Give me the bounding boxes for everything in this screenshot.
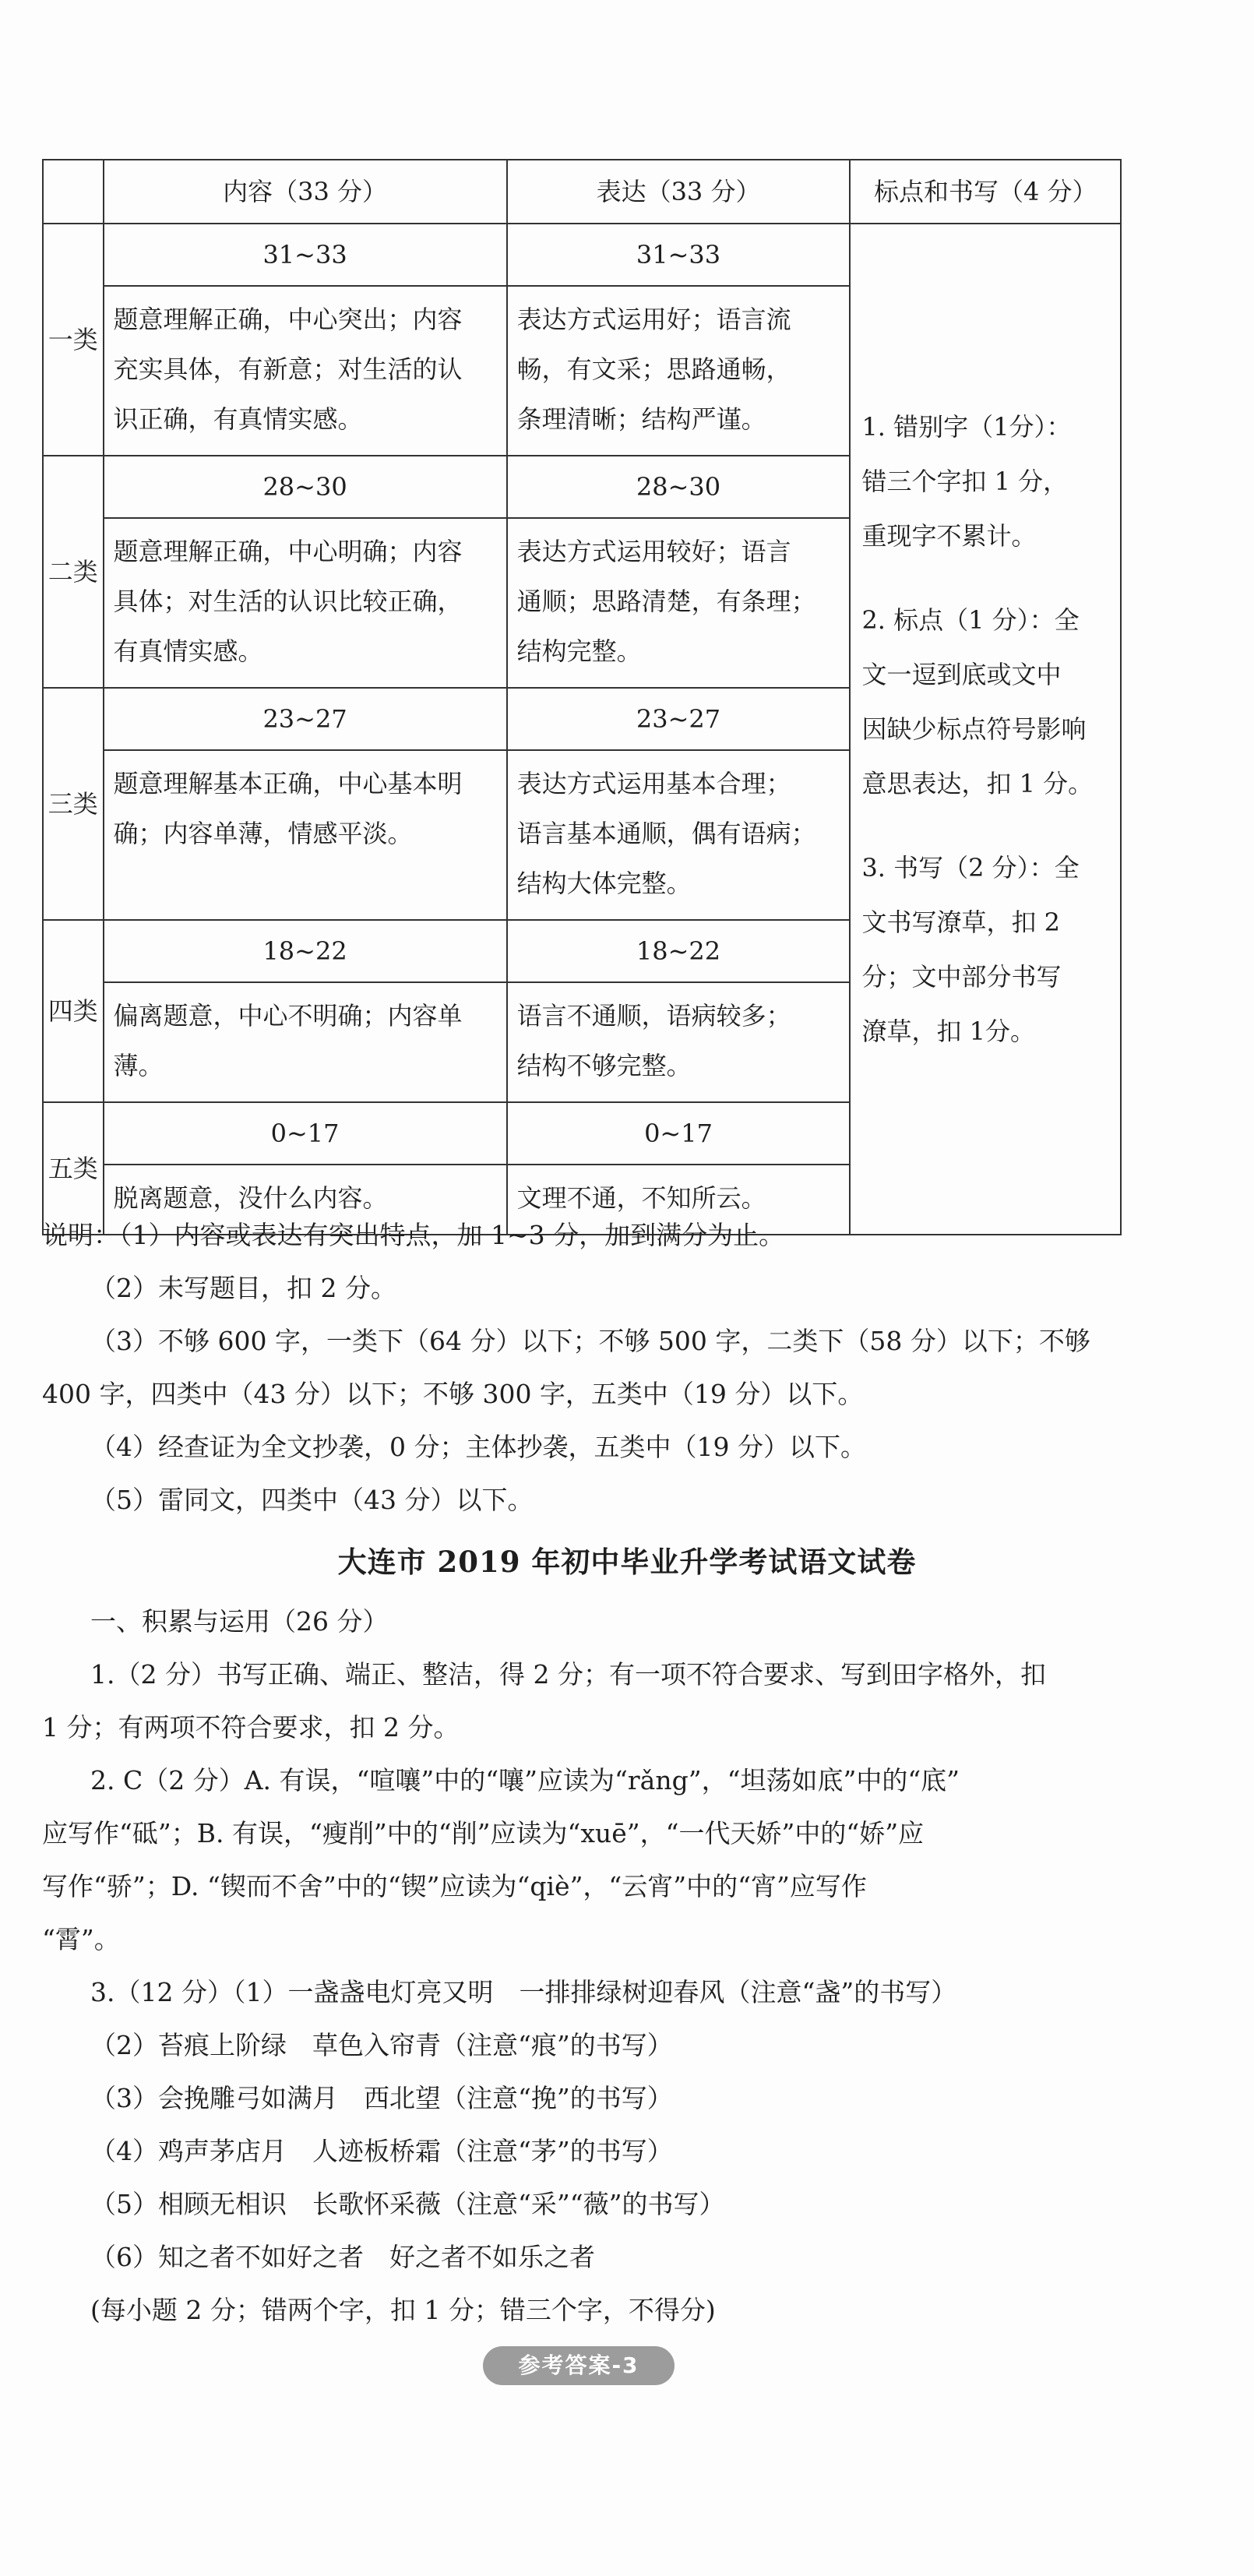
score-expression: 0~17 — [507, 1102, 851, 1165]
answer-line: 写作“骄”；D. “锲而不舍”中的“锲”应读为“qiè”，“云宵”中的“宵”应写作 — [42, 1871, 867, 1901]
category-cell: 四类 — [43, 920, 104, 1102]
score-expression: 31~33 — [507, 224, 851, 286]
text-line: 文一逗到底或文中 — [861, 660, 1062, 689]
text-line: 因缺少标点符号影响 — [861, 714, 1087, 744]
header-marks: 标点和书写（4 分） — [850, 160, 1121, 224]
category-cell: 五类 — [43, 1102, 104, 1235]
answer-section — [42, 1595, 1122, 2337]
marks-item — [861, 400, 1109, 563]
text-line: 语言基本通顺，偶有语病； — [516, 819, 816, 848]
exam-title: 大连市 2019 年初中毕业升学考试语文试卷 — [337, 1545, 917, 1579]
section-heading: 一、积累与运用（26 分） — [90, 1606, 389, 1637]
note-line: （2）未写题目，扣 2 分。 — [90, 1273, 396, 1303]
answer-line: （2）苔痕上阶绿 草色入帘青（注意“痕”的书写） — [90, 2030, 673, 2060]
grading-table — [42, 159, 1122, 1235]
text-line: 1. 错别字（1分）： — [861, 412, 1072, 442]
table-header-row — [43, 160, 1121, 224]
score-expression: 28~30 — [507, 456, 851, 518]
content-desc — [104, 518, 507, 688]
header-content: 内容（33 分） — [104, 160, 507, 224]
note-line: 400 字，四类中（43 分）以下；不够 300 字，五类中（19 分）以下。 — [42, 1379, 864, 1409]
answer-line: “霄”。 — [42, 1924, 120, 1954]
text-line: 错三个字扣 1 分， — [861, 467, 1069, 496]
marks-cell — [850, 224, 1121, 1235]
expression-desc — [507, 750, 851, 920]
text-line: 分；文中部分书写 — [861, 962, 1062, 992]
text-line: 结构不够完整。 — [516, 1051, 692, 1080]
marks-item — [861, 593, 1109, 811]
answer-line: 应写作“砥”；B. 有误，“瘦削”中的“削”应读为“xuē”，“一代天娇”中的“娇”应 — [42, 1818, 925, 1848]
text-line: 表达方式运用好；语言流 — [516, 305, 791, 334]
text-line: 题意理解基本正确，中心基本明 — [113, 769, 463, 798]
answer-line: （5）相顾无相识 长歌怀采薇（注意“采”“薇”的书写） — [90, 2189, 725, 2219]
category-cell: 一类 — [43, 224, 104, 456]
score-expression: 23~27 — [507, 688, 851, 750]
answer-line: 1 分；有两项不符合要求，扣 2 分。 — [42, 1712, 460, 1743]
expression-desc — [507, 518, 851, 688]
text-line: 意思表达，扣 1 分。 — [861, 769, 1094, 798]
content-desc — [104, 286, 507, 456]
marks-item — [861, 840, 1109, 1059]
answer-line: （3）会挽雕弓如满月 西北望（注意“挽”的书写） — [90, 2083, 673, 2113]
answer-line: (每小题 2 分；错两个字，扣 1 分；错三个字，不得分) — [90, 2295, 716, 2325]
answer-line: 1.（2 分）书写正确、端正、整洁，得 2 分；有一项不符合要求、写到田字格外，扣 — [90, 1659, 1046, 1690]
score-content: 18~22 — [104, 920, 507, 982]
table-row — [43, 224, 1121, 286]
text-line: 薄。 — [113, 1051, 164, 1080]
page-badge: 参考答案-3 — [483, 2346, 675, 2385]
text-line: 表达方式运用较好；语言 — [516, 537, 791, 566]
text-line: 具体；对生活的认识比较正确， — [113, 587, 463, 616]
score-content: 31~33 — [104, 224, 507, 286]
text-line: 识正确，有真情实感。 — [113, 404, 363, 434]
note-line: （3）不够 600 字，一类下（64 分）以下；不够 500 字，二类下（58 分）以下；不够 — [90, 1326, 1090, 1356]
category-cell: 二类 — [43, 456, 104, 688]
text-line: 有真情实感。 — [113, 636, 263, 666]
text-line: 条理清晰；结构严谨。 — [516, 404, 766, 434]
score-content: 28~30 — [104, 456, 507, 518]
header-blank — [43, 160, 104, 224]
answer-line: 3.（12 分）（1）一盏盏电灯亮又明 一排排绿树迎春风（注意“盏”的书写） — [90, 1977, 957, 2007]
expression-desc — [507, 286, 851, 456]
text-line: 结构大体完整。 — [516, 869, 692, 898]
score-expression: 18~22 — [507, 920, 851, 982]
grading-notes — [42, 1209, 1122, 1527]
text-line: 偏离题意，中心不明确；内容单 — [113, 1001, 463, 1031]
text-line: 畅，有文采；思路通畅， — [516, 354, 791, 384]
answer-line: （4）鸡声茅店月 人迹板桥霜（注意“茅”的书写） — [90, 2136, 673, 2166]
category-cell: 三类 — [43, 688, 104, 920]
note-line: 说明：（1）内容或表达有突出特点，加 1~3 分，加到满分为止。 — [42, 1220, 785, 1250]
text-line: 题意理解正确，中心明确；内容 — [113, 537, 463, 566]
text-line: 语言不通顺，语病较多； — [516, 1001, 791, 1031]
note-line: （4）经查证为全文抄袭，0 分；主体抄袭，五类中（19 分）以下。 — [90, 1432, 866, 1462]
text-line: 表达方式运用基本合理； — [516, 769, 791, 798]
text-line: 通顺；思路清楚，有条理； — [516, 587, 816, 616]
text-line: 文书写潦草，扣 2 — [861, 907, 1060, 937]
header-expression: 表达（33 分） — [507, 160, 851, 224]
text-line: 确；内容单薄，情感平淡。 — [113, 819, 413, 848]
text-line: 重现字不累计。 — [861, 521, 1037, 551]
text-line: 题意理解正确，中心突出；内容 — [113, 305, 463, 334]
score-content: 23~27 — [104, 688, 507, 750]
score-content: 0~17 — [104, 1102, 507, 1165]
text-line: 潦草，扣 1分。 — [861, 1017, 1035, 1046]
text-line: 2. 标点（1 分）：全 — [861, 605, 1080, 635]
text-line: 文理不通，不知所云。 — [516, 1183, 766, 1213]
answer-line: （6）知之者不如好之者 好之者不如乐之者 — [90, 2242, 595, 2272]
content-desc — [104, 750, 507, 920]
text-line: 充实具体，有新意；对生活的认 — [113, 354, 463, 384]
text-line: 脱离题意，没什么内容。 — [113, 1183, 388, 1213]
note-line: （5）雷同文，四类中（43 分）以下。 — [90, 1485, 534, 1515]
content-desc — [104, 982, 507, 1102]
answer-line: 2. C（2 分）A. 有误，“喧嚷”中的“嚷”应读为“rǎng”，“坦荡如底”中的“底” — [90, 1765, 960, 1795]
text-line: 结构完整。 — [516, 636, 642, 666]
text-line: 3. 书写（2 分）：全 — [861, 853, 1080, 883]
expression-desc — [507, 982, 851, 1102]
